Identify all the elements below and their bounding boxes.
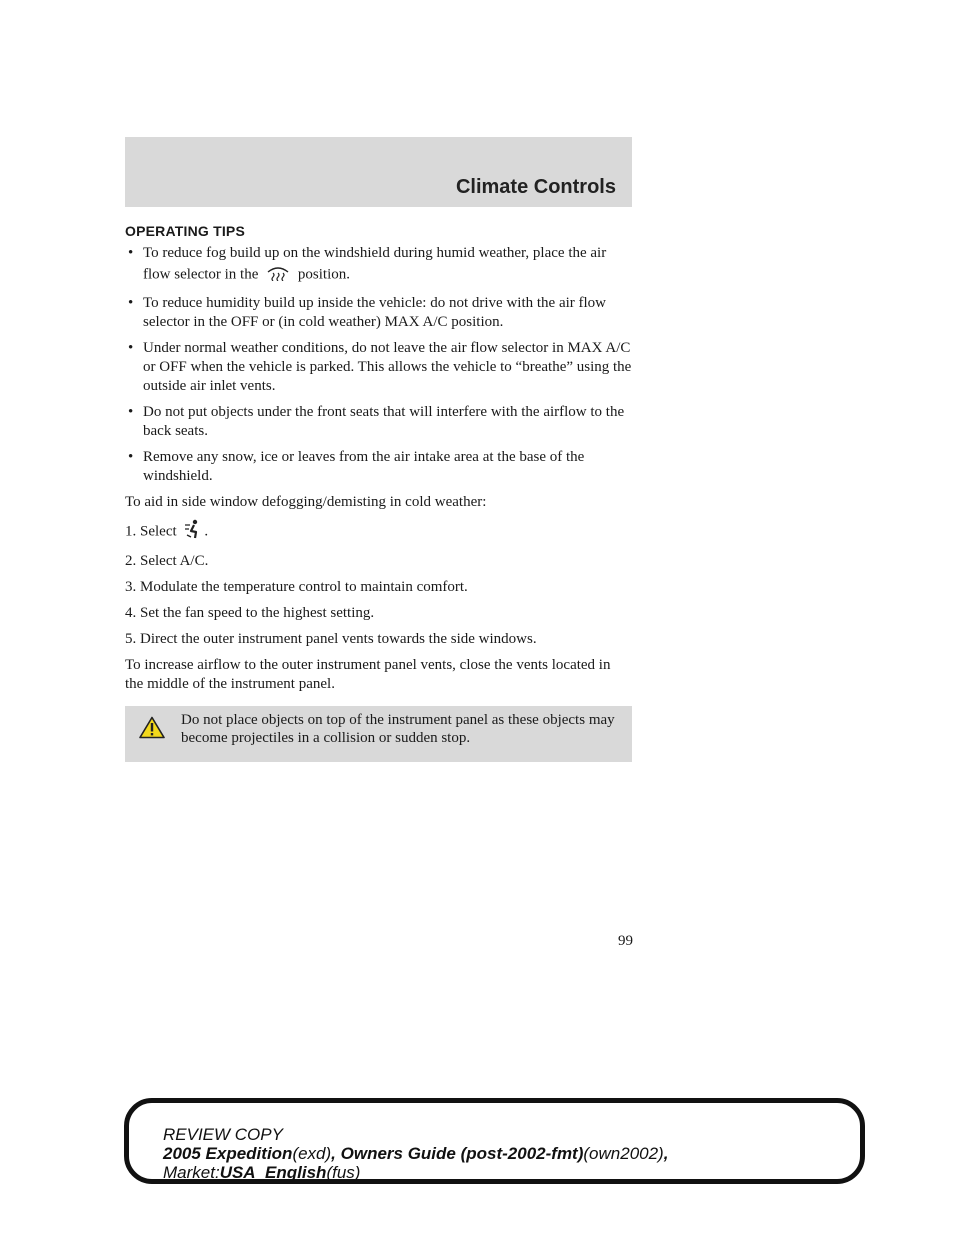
warning-triangle-icon [139,716,165,745]
step-4: 4. Set the fan speed to the highest setting. [125,605,375,621]
main-content [125,222,632,762]
defrost-icon [266,263,290,287]
page-number: 99 [618,933,633,949]
tip-text: To reduce humidity build up inside the vehicle: do not drive with the air flow selector in the OFF or (in cold weather) MAX A/C position. [143,295,607,330]
header-band [125,137,632,207]
market-info: Market:USA_English(fus) [163,1163,361,1182]
list-item: • Under normal weather conditions, do not leave the air flow selector in MAX A/C or OFF when the vehicle is parked. This allows the vehicle to “breathe” using the outside air inlet vents. [128,340,632,394]
tips-list [125,244,632,486]
step-1: 1. Select . [125,519,632,545]
list-item: • Do not put objects under the front seats that will interfere with the airflow to the back seats. [128,404,625,439]
step-3: 3. Modulate the temperature control to maintain comfort. [125,579,468,595]
step-5: 5. Direct the outer instrument panel vents towards the side windows. [125,631,537,647]
tip-text: Remove any snow, ice or leaves from the air intake area at the base of the windshield. [143,449,585,484]
tip-text: position. [297,266,350,283]
floor-panel-airflow-icon [184,519,200,545]
tip-text: Do not put objects under the front seats that will interfere with the airflow to the back seats. [143,404,625,439]
closing-text: To increase airflow to the outer instrument panel vents, close the vents located in the middle of the instrument panel. [125,657,611,692]
document-info: 2005 Expedition(exd), Owners Guide (post-2002-fmt)(own2002), [163,1144,669,1163]
operating-tips-heading: OPERATING TIPS [125,223,245,239]
warning-text: Do not place objects on top of the instrument panel as these objects may become projectiles in a collision or sudden stop. [181,712,615,746]
review-copy-label: REVIEW COPY [163,1125,283,1144]
list-item: • To reduce humidity build up inside the vehicle: do not drive with the air flow selector in the OFF or (in cold weather) MAX A/C position. [128,295,607,330]
section-title: Climate Controls [455,176,616,198]
tip-text: Under normal weather conditions, do not leave the air flow selector in MAX A/C or OFF when the vehicle is parked. This allows the vehicle to “breathe” using the outside air inlet vents. [143,340,632,394]
footer-text [163,1125,668,1182]
list-item: • Remove any snow, ice or leaves from the air intake area at the base of the windshield. [128,449,585,484]
intro-text: To aid in side window defogging/demisting in cold weather: [125,494,487,510]
warning-box [125,706,632,762]
list-item: • To reduce fog build up on the windshield during humid weather, place the air flow selector in the position. [125,244,632,287]
step-2: 2. Select A/C. [125,553,209,569]
tip-text: To reduce fog build up on the windshield during humid weather, place the air flow selector in the [143,245,607,283]
